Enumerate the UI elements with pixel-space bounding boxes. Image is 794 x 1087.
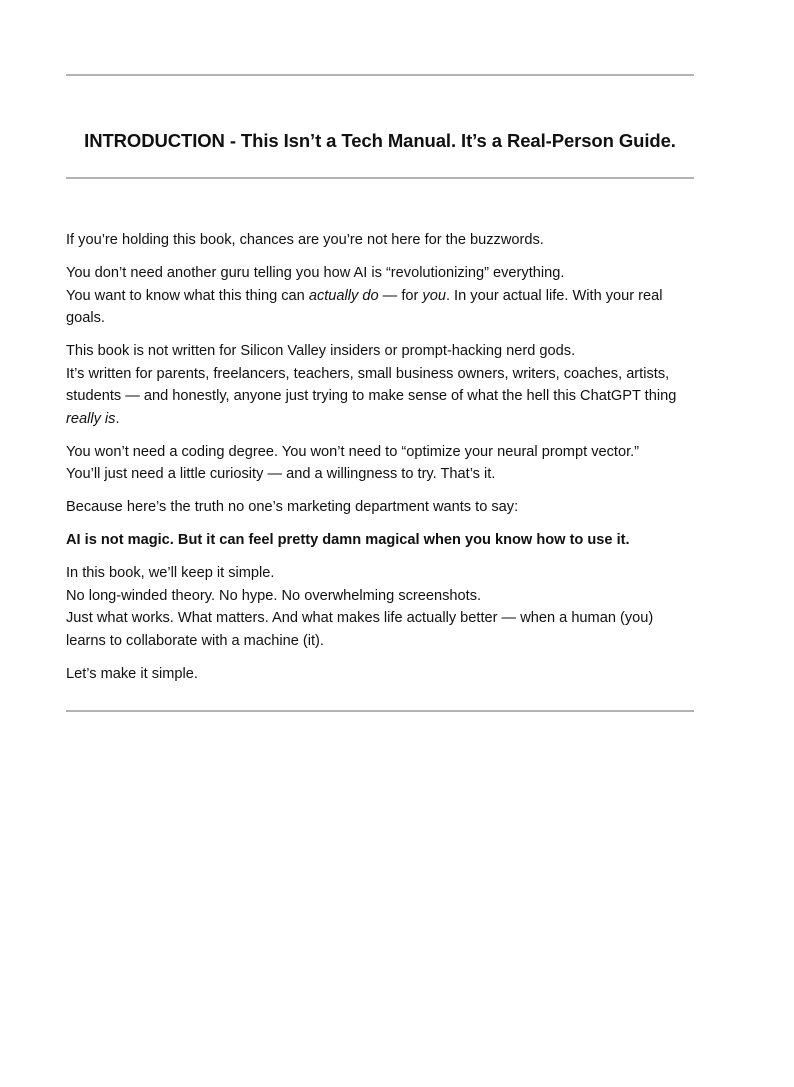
emphasis-text: actually do xyxy=(308,287,379,304)
paragraph-1: If you’re holding this book, chances are you’re not here for the buzzwords. xyxy=(66,232,544,248)
paragraph-2-line-2 xyxy=(66,285,696,330)
paragraph-3-line-2 xyxy=(66,363,696,431)
paragraph-8: Let’s make it simple. xyxy=(66,665,198,682)
text-segment: . xyxy=(115,410,120,427)
paragraph-4-line-2: You’ll just need a little curiosity — and a willingness to try. That’s it. xyxy=(66,466,496,482)
paragraph-4-line-1: You won’t need a coding degree. You won’t need to “optimize your neural prompt vector.” xyxy=(66,443,640,460)
chapter-body xyxy=(66,229,696,696)
paragraph-4 xyxy=(66,441,696,486)
emphasis-text: really is xyxy=(66,410,116,427)
paragraph-7-line-1: In this book, we’ll keep it simple. xyxy=(66,565,275,581)
text-segment: . In your actual life. With your real goals. xyxy=(66,287,663,326)
chapter-title: INTRODUCTION - This Isn’t a Tech Manual. It’s a Real-Person Guide. xyxy=(84,130,676,151)
paragraph-3 xyxy=(66,340,696,430)
paragraph-5: Because here’s the truth no one’s marketing department wants to say: xyxy=(66,499,519,515)
paragraph-7-line-3: Just what works. What matters. And what makes life actually better — when a human (you) learns to collaborate with a machine (it). xyxy=(66,610,654,649)
paragraph-2-line-1: You don’t need another guru telling you how AI is “revolutionizing” everything. xyxy=(66,265,565,281)
emphasis-text: you xyxy=(422,287,446,304)
text-segment: — for xyxy=(378,287,423,304)
text-segment: You want to know what this thing can xyxy=(66,287,309,304)
text-segment: It’s written for parents, freelancers, teachers, small business owners, writers, coaches, artists, students — and honestly, anyone just trying to make sense of what the hell this ChatGPT thing xyxy=(66,365,677,404)
key-statement: AI is not magic. But it can feel pretty damn magical when you know how to use it. xyxy=(66,532,630,548)
paragraph-3-line-1: This book is not written for Silicon Valley insiders or prompt-hacking nerd gods. xyxy=(66,343,576,359)
paragraph-7 xyxy=(66,562,696,652)
top-divider xyxy=(66,74,694,76)
bottom-divider xyxy=(66,710,694,712)
paragraph-2 xyxy=(66,262,696,330)
title-divider xyxy=(66,177,694,179)
paragraph-7-line-2: No long-winded theory. No hype. No overwhelming screenshots. xyxy=(66,587,482,604)
